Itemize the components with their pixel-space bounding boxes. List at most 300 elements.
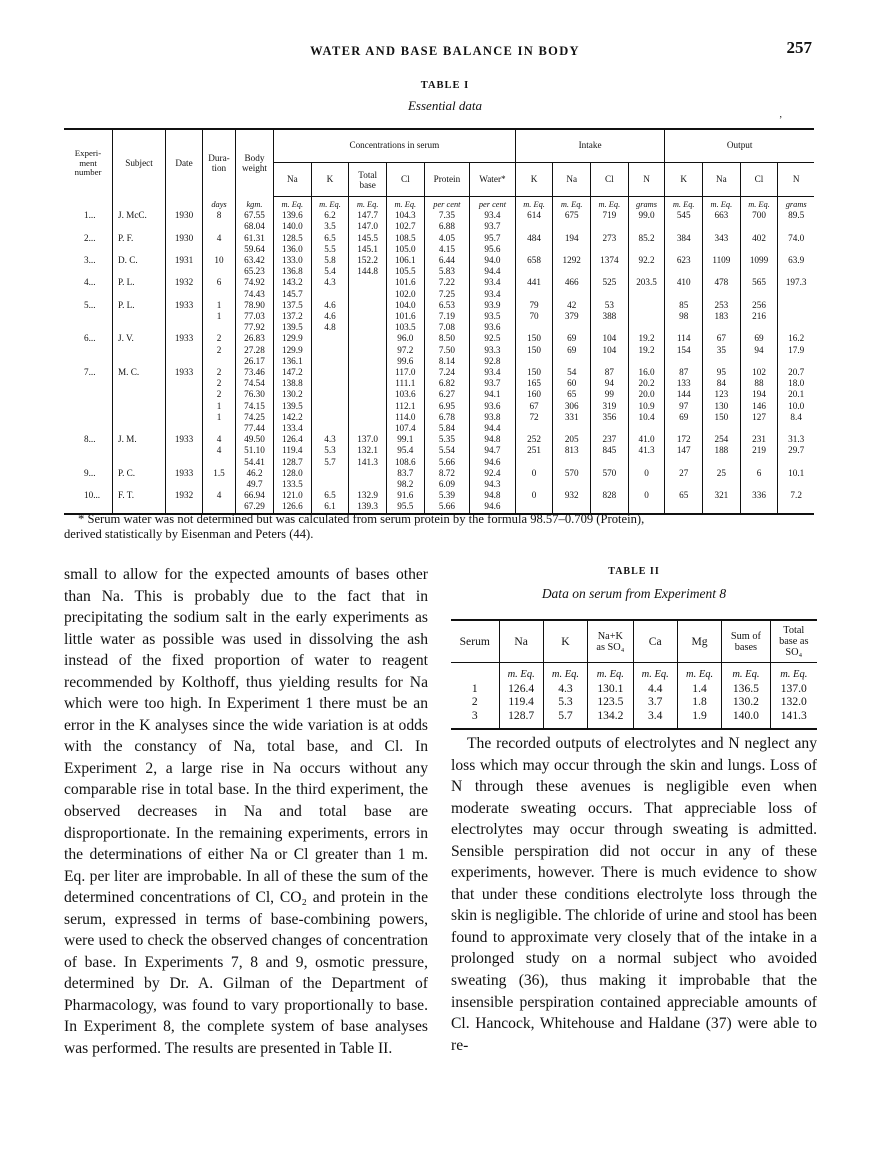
serum-total-base-header: Total base bbox=[349, 163, 387, 197]
table2-cell: 3.7 bbox=[633, 695, 677, 709]
table1-cell: 1932 bbox=[166, 490, 203, 513]
unit-cell: m. Eq. bbox=[515, 197, 553, 211]
table1-cell: 108.5 105.0 bbox=[386, 233, 424, 255]
col-experiment: Experi- ment number bbox=[64, 129, 113, 197]
experiment-number: 5... bbox=[64, 300, 113, 334]
table2-row bbox=[451, 682, 817, 696]
subject-cell: F. T. bbox=[113, 490, 166, 513]
table1-cell: 92.2 bbox=[628, 255, 665, 277]
t2-unit-cell: m. Eq. bbox=[677, 663, 721, 682]
table1-cell: 54 60 65 306 331 bbox=[553, 367, 591, 434]
table1-cell: 237 845 bbox=[591, 434, 629, 468]
table1-cell: 139.6 140.0 bbox=[274, 210, 312, 232]
table1-cell: 623 bbox=[665, 255, 703, 277]
table1-cell: 42 379 bbox=[553, 300, 591, 334]
table1-cell: 128.5 136.0 bbox=[274, 233, 312, 255]
table1-cell: 133.0 136.8 bbox=[274, 255, 312, 277]
table1-cell: 565 bbox=[740, 277, 778, 299]
table1-cell: 384 bbox=[665, 233, 703, 255]
table1-cell bbox=[349, 367, 387, 434]
subject-cell: D. C. bbox=[113, 255, 166, 277]
table1-cell: 10 bbox=[203, 255, 236, 277]
table1-cell: 106.1 105.5 bbox=[386, 255, 424, 277]
table1-cell: 19.2 19.2 bbox=[628, 333, 665, 367]
table2 bbox=[451, 619, 817, 730]
table1-row bbox=[64, 434, 814, 468]
table2-cell: 134.2 bbox=[588, 709, 633, 730]
table1-body bbox=[64, 197, 814, 514]
table2-cell: 4.3 bbox=[543, 682, 587, 696]
table1-cell: 1933 bbox=[166, 367, 203, 434]
table1 bbox=[64, 128, 814, 515]
table1-cell: 1 1 bbox=[203, 300, 236, 334]
subject-cell: J. McC. bbox=[113, 210, 166, 232]
table1-cell: 87 94 99 319 356 bbox=[591, 367, 629, 434]
table1-cell: 1.5 bbox=[203, 468, 236, 490]
serum-water-header: Water* bbox=[470, 163, 516, 197]
serum-group-header: Concentrations in serum bbox=[274, 129, 516, 163]
table2-cell: 136.5 bbox=[722, 682, 770, 696]
table1-cell: 63.42 65.23 bbox=[236, 255, 274, 277]
table1-cell: 87 133 144 97 69 bbox=[665, 367, 703, 434]
table1-cell: 2 2 2 1 1 bbox=[203, 367, 236, 434]
table1-cell: 194 bbox=[553, 233, 591, 255]
table1-cell: 145.5 145.1 bbox=[349, 233, 387, 255]
intake-n-header: N bbox=[628, 163, 665, 197]
table1-cell: 1109 bbox=[703, 255, 741, 277]
table1-cell: 69 69 bbox=[553, 333, 591, 367]
table2-units-row bbox=[451, 663, 817, 682]
unit-cell: kgm. bbox=[236, 197, 274, 211]
t2-unit-cell: m. Eq. bbox=[499, 663, 543, 682]
t2-mg-header: Mg bbox=[677, 620, 721, 663]
table1-cell: 69 94 bbox=[740, 333, 778, 367]
table1-cell: 5.35 5.54 5.66 bbox=[424, 434, 470, 468]
t2-unit-cell bbox=[451, 663, 499, 682]
table1-cell: 104.0 101.6 103.5 bbox=[386, 300, 424, 334]
table1-cell: 53 388 bbox=[591, 300, 629, 334]
table1-cell: 828 bbox=[591, 490, 629, 513]
left-column-text bbox=[64, 564, 428, 1060]
unit-cell bbox=[64, 197, 113, 211]
table1-cell: 89.5 bbox=[788, 210, 805, 221]
table1-cell: 61.31 59.64 bbox=[236, 233, 274, 255]
table1-cell: 4.3 bbox=[311, 277, 349, 299]
table1-cell: 73.46 74.54 76.30 74.15 74.25 77.44 bbox=[236, 367, 274, 434]
table1-cell: 1099 bbox=[740, 255, 778, 277]
table1-cell: 466 bbox=[553, 277, 591, 299]
table1-cell: 8 bbox=[203, 210, 236, 232]
table1-cell: 93.4 93.4 bbox=[470, 277, 516, 299]
table1-cell bbox=[778, 300, 814, 334]
table1-cell: 63.9 bbox=[788, 255, 805, 266]
table1-cell: 1933 bbox=[166, 434, 203, 468]
unit-cell: grams bbox=[785, 200, 807, 209]
table1-cell: 94.8 94.7 94.6 bbox=[470, 434, 516, 468]
table1-cell: 700 bbox=[740, 210, 778, 232]
table2-cell: 119.4 bbox=[499, 695, 543, 709]
table2-cell: 1 bbox=[451, 682, 499, 696]
table1-cell bbox=[628, 300, 665, 334]
unit-cell: m. Eq. bbox=[311, 197, 349, 211]
experiment-number: 8... bbox=[64, 434, 113, 468]
table2-cell: 2 bbox=[451, 695, 499, 709]
subject-cell: P. C. bbox=[113, 468, 166, 490]
table1-cell bbox=[311, 333, 349, 367]
table1-cell: 147.2 138.8 130.2 139.5 142.2 133.4 bbox=[274, 367, 312, 434]
experiment-number: 7... bbox=[64, 367, 113, 434]
table1-cell bbox=[311, 367, 349, 434]
table2-cell: 3.4 bbox=[633, 709, 677, 730]
col-subject: Subject bbox=[113, 129, 166, 197]
t2-unit-cell: m. Eq. bbox=[633, 663, 677, 682]
table1-cell: 4 bbox=[203, 490, 236, 513]
t2-k-header: K bbox=[543, 620, 587, 663]
table1-cell: 6.5 5.5 bbox=[311, 233, 349, 255]
table2-cell: 140.0 bbox=[722, 709, 770, 730]
intake-group-header: Intake bbox=[515, 129, 665, 163]
table1-cell: 410 bbox=[665, 277, 703, 299]
t2-unit-cell: m. Eq. bbox=[543, 663, 587, 682]
running-title: WATER AND BASE BALANCE IN BODY bbox=[310, 44, 580, 58]
unit-cell bbox=[113, 197, 166, 211]
table2-cell: 130.2 bbox=[722, 695, 770, 709]
table1-cell: 441 bbox=[515, 277, 553, 299]
table1-cell: 1933 bbox=[166, 300, 203, 334]
table1-cell: 128.0 133.5 bbox=[274, 468, 312, 490]
table1-cell: 675 bbox=[553, 210, 591, 232]
table1-cell: 66.94 67.29 bbox=[236, 490, 274, 513]
subject-cell: J. M. bbox=[113, 434, 166, 468]
table1-cell: 7.2 bbox=[778, 490, 814, 513]
table1-cell: 93.4 93.7 bbox=[470, 210, 516, 232]
table1-cell bbox=[349, 468, 387, 490]
serum-protein-header: Protein bbox=[424, 163, 470, 197]
table2-cell: 1.4 bbox=[677, 682, 721, 696]
table1-cell: 570 bbox=[591, 468, 629, 490]
table1-cell: 83.7 98.2 bbox=[386, 468, 424, 490]
t2-sum-bases-header: Sum of bases bbox=[722, 620, 770, 663]
table1-row bbox=[64, 333, 814, 367]
table1-cell: 101.6 102.0 bbox=[386, 277, 424, 299]
table1-row bbox=[64, 490, 814, 513]
table1-cell: 93.4 93.7 94.1 93.6 93.8 94.4 bbox=[470, 367, 516, 434]
table1-cell: 658 bbox=[515, 255, 553, 277]
experiment-number: 4... bbox=[64, 277, 113, 299]
table1-units-row bbox=[64, 197, 814, 211]
col-body-weight: Body weight bbox=[236, 129, 274, 197]
unit-cell: m. Eq. bbox=[740, 197, 778, 211]
table1-cell: 4.3 5.3 5.7 bbox=[311, 434, 349, 468]
table1-cell: 254 188 bbox=[703, 434, 741, 468]
serum-k-header: K bbox=[311, 163, 349, 197]
experiment-number: 3... bbox=[64, 255, 113, 277]
table1-row bbox=[64, 210, 814, 232]
table1-cell: 525 bbox=[591, 277, 629, 299]
unit-cell bbox=[166, 197, 203, 211]
table1-cell: 402 bbox=[740, 233, 778, 255]
table1-cell: 16.2 17.9 bbox=[788, 333, 805, 355]
table1-cell: 4.6 4.6 4.8 bbox=[311, 300, 349, 334]
table1-cell: 104.3 102.7 bbox=[386, 210, 424, 232]
unit-cell: per cent bbox=[424, 197, 470, 211]
table1-footnote bbox=[64, 512, 820, 542]
table2-body bbox=[451, 663, 817, 730]
table1-cell: 256 216 bbox=[740, 300, 778, 334]
table1-cell: 6 bbox=[740, 468, 778, 490]
table1-cell: 41.0 41.3 bbox=[628, 434, 665, 468]
table1-cell: 96.0 97.2 99.6 bbox=[386, 333, 424, 367]
unit-cell: m. Eq. bbox=[665, 197, 703, 211]
output-group-header: Output bbox=[665, 129, 814, 163]
table1-row bbox=[64, 233, 814, 255]
output-na-header: Na bbox=[703, 163, 741, 197]
table1-row bbox=[64, 255, 814, 277]
table1-cell: 150 150 bbox=[515, 333, 553, 367]
col-duration: Dura- tion bbox=[203, 129, 236, 197]
table1-cell: 95 84 123 130 150 bbox=[703, 367, 741, 434]
experiment-number: 6... bbox=[64, 333, 113, 367]
table1-cell: 67 35 bbox=[703, 333, 741, 367]
table2-row bbox=[451, 709, 817, 730]
table1-heading bbox=[0, 80, 890, 114]
table1-cell: 67.55 68.04 bbox=[236, 210, 274, 232]
table2-cell: 4.4 bbox=[633, 682, 677, 696]
table1-cell: 343 bbox=[703, 233, 741, 255]
unit-cell: per cent bbox=[470, 197, 516, 211]
table2-cell: 132.0 bbox=[780, 695, 807, 708]
table1-cell: 49.50 51.10 54.41 bbox=[236, 434, 274, 468]
table1-cell bbox=[349, 277, 387, 299]
experiment-number: 2... bbox=[64, 233, 113, 255]
subject-cell: P. L. bbox=[113, 277, 166, 299]
table1-cell: 129.9 129.9 136.1 bbox=[274, 333, 312, 367]
unit-cell: m. Eq. bbox=[349, 197, 387, 211]
table1-cell: 94.0 94.4 bbox=[470, 255, 516, 277]
table1-cell: 203.5 bbox=[628, 277, 665, 299]
table1-cell: 478 bbox=[703, 277, 741, 299]
table1-cell: 78.90 77.03 77.92 bbox=[236, 300, 274, 334]
table2-cell: 3 bbox=[451, 709, 499, 730]
table1-cell: 147.7 147.0 bbox=[349, 210, 387, 232]
table1-cell: 0 bbox=[515, 490, 553, 513]
table1-cell: 8.50 7.50 8.14 bbox=[424, 333, 470, 367]
table1-cell: 137.0 132.1 141.3 bbox=[349, 434, 387, 468]
table1-caption: Essential data bbox=[407, 98, 483, 113]
table1-cell: 10.1 bbox=[788, 467, 805, 478]
t2-na-header: Na bbox=[499, 620, 543, 663]
table1-cell: 117.0 111.1 103.6 112.1 114.0 107.4 bbox=[386, 367, 424, 434]
table1-cell: 26.83 27.28 26.17 bbox=[236, 333, 274, 367]
table1-cell: 7.35 6.88 bbox=[424, 210, 470, 232]
table2-caption: Data on serum from Experiment 8 bbox=[541, 586, 727, 601]
table2-cell: 123.5 bbox=[588, 695, 633, 709]
table1-cell: 102 88 194 146 127 bbox=[740, 367, 778, 434]
table1-cell: 7.24 6.82 6.27 6.95 6.78 5.84 bbox=[424, 367, 470, 434]
table1-cell: 6.53 7.19 7.08 bbox=[424, 300, 470, 334]
intake-cl-header: Cl bbox=[591, 163, 629, 197]
table1-cell: 1930 bbox=[166, 233, 203, 255]
table2-cell: 5.7 bbox=[543, 709, 587, 730]
subject-cell: J. V. bbox=[113, 333, 166, 367]
table1-cell: 1292 bbox=[553, 255, 591, 277]
table1-cell bbox=[311, 468, 349, 490]
table1-cell: 46.2 49.7 bbox=[236, 468, 274, 490]
table1-cell: 6.44 5.83 bbox=[424, 255, 470, 277]
right-paragraph: The recorded outputs of electrolytes and N neglect any loss which may occur through the skin and lungs. Loss of N through these avenues is negligible even when moderate sweating occurs. That appreciable loss of electrolytes may occur through sweating is admitted. Sensible perspiration did not occur in any of these experiments, however. There is much evidence to show that under these conditions electrolyte loss through the skin is negligible. The chloride of urine and stool has been found to approximate very closely that of the intake in a prolonged study on a normal subject who avoided sweating (36), thus making it improbable that the insensible perspiration contained appreciable amounts of Cl. Hancock, Whitehouse and Haldane (37) were able to re- bbox=[451, 735, 817, 1054]
table1-cell: 197.3 bbox=[785, 277, 807, 288]
table1-cell: 5.39 5.66 bbox=[424, 490, 470, 513]
table2-cell: 1.8 bbox=[677, 695, 721, 709]
table1-cell: 2 2 bbox=[203, 333, 236, 367]
table1-cell: 719 bbox=[591, 210, 629, 232]
table1-cell bbox=[349, 333, 387, 367]
output-n-header: N bbox=[778, 163, 814, 197]
serum-na-header: Na bbox=[274, 163, 312, 197]
intake-na-header: Na bbox=[553, 163, 591, 197]
table1-cell: 27 bbox=[665, 468, 703, 490]
table1-cell: 253 183 bbox=[703, 300, 741, 334]
table1-cell: 92.4 94.3 bbox=[470, 468, 516, 490]
table1-cell: 7.22 7.25 bbox=[424, 277, 470, 299]
left-paragraph: small to allow for the expected amounts of bases other than Na. This is probably due to the fact that in precipitating the sodium salt in the early experiments as little water as possible was used in dissolving the ash instead of the fixed proportion of water to reagent recommended by Kolthoff, thus yielding results for Na which were too high. In Experiment 1 there must be an error in the K analyses since the wide variation is at odds with the constancy of Na, total base, and Cl. In Experiment 2, a large rise in Na occurs without any comparable rise in total base. In the third experiment, the observed decreases in Na and total base are disproportionate. In the remaining experiments, errors in the determinations of either Na or Cl greater than 1 m. Eq. per liter are improbable. In all of these the sum of the determined concentrations of Cl, CO₂ and protein in the serum, expressed in terms of base-combining powers, were used to check the observed changes of concentration of base. In Experiments 7, 8 and 9, osmotic pressure, determined by Dr. A. Gilman of the Department of Pharmacology, was found to vary proportionally to base. In Experiment 8, the complete system of base analyses was performed. The results are presented in Table II. bbox=[64, 566, 428, 1058]
table1-cell: 484 bbox=[515, 233, 553, 255]
unit-cell: m. Eq. bbox=[553, 197, 591, 211]
table1-cell: 137.5 137.2 139.5 bbox=[274, 300, 312, 334]
table1-cell: 126.4 119.4 128.7 bbox=[274, 434, 312, 468]
table1-cell: 31.3 29.7 bbox=[788, 434, 805, 456]
table2-cell: 1.9 bbox=[677, 709, 721, 730]
table1-cell: 8.72 6.09 bbox=[424, 468, 470, 490]
table1-cell: 85 98 bbox=[665, 300, 703, 334]
table1-cell: 152.2 144.8 bbox=[349, 255, 387, 277]
right-column-text bbox=[451, 733, 817, 1056]
output-cl-header: Cl bbox=[740, 163, 778, 197]
table1-row bbox=[64, 367, 814, 434]
table1-cell: 6.5 6.1 bbox=[311, 490, 349, 513]
table1-cell: 99.1 95.4 108.6 bbox=[386, 434, 424, 468]
t2-na-k-header: Na+K as SO₄ bbox=[588, 620, 633, 663]
t2-unit-cell: m. Eq. bbox=[780, 669, 808, 680]
subject-cell: M. C. bbox=[113, 367, 166, 434]
table1-cell: 79 70 bbox=[515, 300, 553, 334]
t2-ca-header: Ca bbox=[633, 620, 677, 663]
table1-cell: 5.8 5.4 bbox=[311, 255, 349, 277]
output-k-header: K bbox=[665, 163, 703, 197]
serum-cl-header: Cl bbox=[386, 163, 424, 197]
unit-cell: m. Eq. bbox=[274, 197, 312, 211]
table1-cell: 570 bbox=[553, 468, 591, 490]
table2-heading bbox=[451, 566, 817, 602]
table2-cell: 130.1 bbox=[588, 682, 633, 696]
unit-cell: m. Eq. bbox=[591, 197, 629, 211]
subject-cell: P. L. bbox=[113, 300, 166, 334]
table2-label: TABLE II bbox=[608, 566, 660, 577]
table1-cell: 93.9 93.5 93.6 bbox=[470, 300, 516, 334]
table1-cell: 0 bbox=[628, 490, 665, 513]
table1-cell: 0 bbox=[515, 468, 553, 490]
table1-cell: 74.92 74.43 bbox=[236, 277, 274, 299]
table1-row bbox=[64, 468, 814, 490]
table1-cell: 6.2 3.5 bbox=[311, 210, 349, 232]
table1-cell: 321 bbox=[703, 490, 741, 513]
table1-cell: 95.7 95.6 bbox=[470, 233, 516, 255]
t2-serum-header: Serum bbox=[451, 620, 499, 663]
unit-cell: grams bbox=[628, 197, 665, 211]
table1-cell bbox=[349, 300, 387, 334]
table1-cell: 252 251 bbox=[515, 434, 553, 468]
table2-cell: 128.7 bbox=[499, 709, 543, 730]
table1-cell: 74.0 bbox=[788, 232, 805, 243]
table2-cell: 137.0 bbox=[780, 681, 807, 695]
unit-cell: m. Eq. bbox=[703, 197, 741, 211]
table1-cell: 4 bbox=[203, 233, 236, 255]
table1-row bbox=[64, 300, 814, 334]
table1-cell: 4.05 4.15 bbox=[424, 233, 470, 255]
table2-row bbox=[451, 695, 817, 709]
table1-cell: 1930 bbox=[166, 210, 203, 232]
table1-label: TABLE I bbox=[420, 80, 470, 91]
col-date: Date bbox=[166, 129, 203, 197]
table1-cell: 0 bbox=[628, 468, 665, 490]
table1-cell: 94.8 94.6 bbox=[470, 490, 516, 513]
unit-cell: m. Eq. bbox=[386, 197, 424, 211]
table1-cell: 20.7 18.0 20.1 10.0 8.4 bbox=[788, 367, 805, 422]
table1-cell: 231 219 bbox=[740, 434, 778, 468]
table1-cell: 16.0 20.2 20.0 10.9 10.4 bbox=[628, 367, 665, 434]
table1-cell: 132.9 139.3 bbox=[349, 490, 387, 513]
t2-unit-cell: m. Eq. bbox=[588, 663, 633, 682]
table1-cell: 1932 bbox=[166, 277, 203, 299]
table2-cell: 5.3 bbox=[543, 695, 587, 709]
table1-cell: 172 147 bbox=[665, 434, 703, 468]
table1-cell: 150 165 160 67 72 bbox=[515, 367, 553, 434]
table1-cell: 336 bbox=[740, 490, 778, 513]
table1-cell: 114 154 bbox=[665, 333, 703, 367]
table1-cell: 932 bbox=[553, 490, 591, 513]
table1-cell: 104 104 bbox=[591, 333, 629, 367]
table1-cell: 6 bbox=[203, 277, 236, 299]
table1-cell: 273 bbox=[591, 233, 629, 255]
table1-cell: 143.2 145.7 bbox=[274, 277, 312, 299]
table1-cell: 1933 bbox=[166, 333, 203, 367]
table1-cell: 1933 bbox=[166, 468, 203, 490]
table1-cell: 614 bbox=[515, 210, 553, 232]
table1-cell: 25 bbox=[703, 468, 741, 490]
table1-cell: 92.5 93.3 92.8 bbox=[470, 333, 516, 367]
table1-cell: 663 bbox=[703, 210, 741, 232]
table1-cell: 91.6 95.5 bbox=[386, 490, 424, 513]
table2-cell: 141.3 bbox=[770, 709, 817, 730]
footnote-line-1: * Serum water was not determined but was calculated from serum protein by the formula 98.57–0.709 (Protein), bbox=[78, 512, 645, 526]
table1-cell: 4 4 bbox=[203, 434, 236, 468]
intake-k-header: K bbox=[515, 163, 553, 197]
table1-cell: 85.2 bbox=[628, 233, 665, 255]
t2-total-base-header: Total base as SO₄ bbox=[770, 620, 817, 663]
footnote-line-2: derived statistically by Eisenman and Peters (44). bbox=[64, 527, 314, 541]
table2-cell: 126.4 bbox=[499, 682, 543, 696]
table1-row bbox=[64, 277, 814, 299]
stray-mark: ’ bbox=[779, 115, 783, 126]
table1-cell: 1931 bbox=[166, 255, 203, 277]
page-number: 257 bbox=[786, 38, 812, 57]
subject-cell: P. F. bbox=[113, 233, 166, 255]
table1-cell: 99.0 bbox=[628, 210, 665, 232]
table1-cell: 65 bbox=[665, 490, 703, 513]
experiment-number: 10... bbox=[64, 490, 113, 513]
table1-cell: 121.0 126.6 bbox=[274, 490, 312, 513]
table1-cell: 1374 bbox=[591, 255, 629, 277]
